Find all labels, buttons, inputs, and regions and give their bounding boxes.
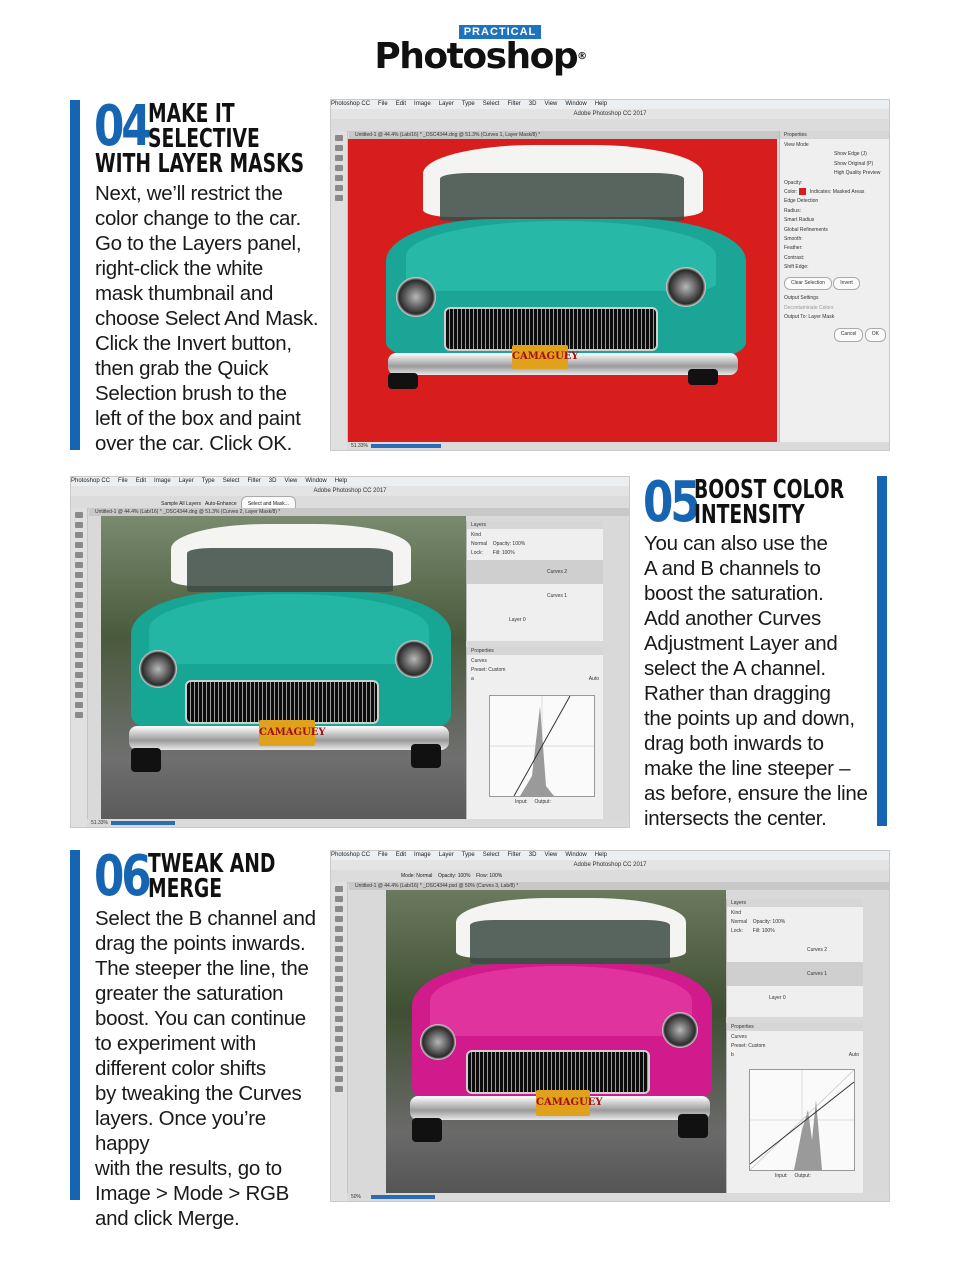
step-06-heading-line-1: TWEAK AND <box>148 849 276 879</box>
tools-panel <box>331 882 348 1201</box>
screenshot-curves-b-channel <box>330 850 890 1202</box>
layer-row-curves-2[interactable]: Curves 2 <box>807 947 828 953</box>
preset-select[interactable]: Preset: Custom <box>731 1043 766 1049</box>
app-title: Adobe Photoshop CC 2017 <box>331 860 889 870</box>
layer-row-curves-1[interactable]: Curves 1 <box>547 593 568 599</box>
license-plate: CAMAGUEY <box>536 1090 590 1116</box>
step-05-body: You can also use the A and B channels to boost the saturation. Add another Curves Adjustment Layer and select the A channel. Rather than dragging the points up and down, drag both inwards to make the line steeper – as before, ensure the line intersects the center. <box>644 532 868 830</box>
screenshot-curves-a-channel <box>70 476 630 828</box>
properties-panel: Properties Curves Preset: Custom b Auto Input: Output: <box>726 1023 863 1193</box>
canvas-photo[interactable] <box>101 516 466 819</box>
step-04-body: Next, we’ll restrict the color change to the car. Go to the Layers panel, right-click the white mask thumbnail and choose Select And Mask. Click the Invert button, then grab the Quick Selection brush to the left of the box and paint over the car. Click OK. <box>95 182 319 455</box>
auto-enhance-checkbox[interactable]: Auto-Enhance <box>204 501 237 507</box>
preset-select[interactable]: Preset: Custom <box>471 667 506 673</box>
app-title: Adobe Photoshop CC 2017 <box>71 486 629 496</box>
step-04-heading-line-2: SELECTIVE <box>148 124 260 154</box>
step-05-heading-line-1: BOOST COLOR <box>694 475 845 505</box>
canvas-red-overlay[interactable] <box>348 139 777 442</box>
properties-panel: Properties View Mode Show Edge (J) Show Original (P) High Quality Preview Opacity: Color: Indicates: Masked Areas Edge Detection Radius: Smart Radius Global Refinements Smooth: Feather: Contrast: Shift Edge: Clear Selection Invert Output Settings Decontaminate Colors Output To: Layer Mask Cancel OK <box>779 131 890 450</box>
mac-menubar: Photoshop CC File Edit Image Layer Type Select Filter 3D View Window Help <box>71 477 629 486</box>
layers-panel: Layers Kind Normal Opacity: 100% Lock: Fill: 100% Curves 2 Curves 1 Layer 0 <box>726 899 863 1017</box>
layer-row-curves-2[interactable]: Curves 2 <box>467 560 603 584</box>
curves-graph-svg[interactable] <box>750 1070 854 1170</box>
properties-panel-title: Properties <box>780 131 890 139</box>
zoom-level: 50% <box>351 1194 362 1200</box>
masthead <box>0 22 960 77</box>
step-06-body: Select the B channel and drag the points inwards. The steeper the line, the greater the saturation boost. You can continue to experiment with different color shifts by tweaking the Curves layers. Once you’re happy with the results, go to Image > Mode > RGB and click Merge. <box>95 907 316 1230</box>
auto-button[interactable]: Auto <box>848 1052 859 1058</box>
select-and-mask-button[interactable]: Select and Mask... <box>241 496 296 512</box>
document-tab[interactable]: Untitled-1 @ 44.4% (Lab/16) * _DSC4344.dng @ 51.3% (Curves 2, Layer Mask/8) * <box>89 508 629 516</box>
clear-selection-button[interactable]: Clear Selection <box>784 277 832 290</box>
curves-graph-svg[interactable] <box>490 696 594 796</box>
zoom-level: 51.33% <box>351 443 368 449</box>
masthead-small: PRACTICAL <box>459 25 542 39</box>
step-05-accent-bar <box>877 476 887 826</box>
overlay-color-swatch[interactable] <box>799 188 806 195</box>
properties-panel: Properties Curves Preset: Custom a Auto Input: Output: <box>466 647 603 819</box>
step-05-heading-line-2: INTENSITY <box>694 500 805 530</box>
ok-button[interactable]: OK <box>865 328 886 341</box>
license-plate: CAMAGUEY <box>512 345 568 369</box>
brush-mode-select[interactable]: Mode: Normal <box>401 873 433 879</box>
sample-all-layers-checkbox[interactable]: Sample All Layers <box>161 501 202 507</box>
step-04-heading-line-3: WITH LAYER MASKS <box>95 149 305 179</box>
channel-select[interactable]: b <box>731 1052 734 1058</box>
layers-panel: Layers Kind Normal Opacity: 100% Lock: Fill: 100% Curves 2 Curves 1 Layer 0 <box>466 521 603 641</box>
step-04-heading-line-1: MAKE IT <box>148 99 235 129</box>
layers-panel-title: Layers <box>727 899 863 907</box>
document-tab[interactable]: Untitled-1 @ 44.4% (Lab/16) * _DSC4344.psd @ 50% (Curves 3, Lab/8) * <box>349 882 889 890</box>
properties-panel-title: Properties <box>467 647 603 655</box>
tools-panel <box>71 508 88 827</box>
mac-menubar: Photoshop CC File Edit Image Layer Type Select Filter 3D View Window Help <box>331 851 889 860</box>
app-title: Adobe Photoshop CC 2017 <box>331 109 889 119</box>
opacity-field[interactable]: Opacity: 100% <box>437 873 471 879</box>
auto-button[interactable]: Auto <box>588 676 599 682</box>
canvas-photo[interactable] <box>386 890 726 1193</box>
curves-graph[interactable] <box>749 1069 855 1171</box>
license-plate: CAMAGUEY <box>259 720 315 746</box>
adjustment-type: Curves <box>731 1034 747 1040</box>
step-05-number: 05 <box>643 470 698 535</box>
invert-button[interactable]: Invert <box>833 277 860 290</box>
flow-field[interactable]: Flow: 100% <box>476 873 503 879</box>
adjustment-type: Curves <box>471 658 487 664</box>
layers-panel-title: Layers <box>467 521 603 529</box>
layer-row-layer-0[interactable]: Layer 0 <box>509 617 526 623</box>
document-tab[interactable]: Untitled-1 @ 44.4% (Lab/16) * _DSC4344.dng @ 51.3% (Curves 1, Layer Mask/8) * <box>349 131 889 139</box>
curves-graph[interactable] <box>489 695 595 797</box>
layer-row-layer-0[interactable]: Layer 0 <box>769 995 786 1001</box>
mac-menubar: Photoshop CC File Edit Image Layer Type Select Filter 3D View Window Help <box>331 100 889 109</box>
step-06-number: 06 <box>94 844 149 909</box>
tools-panel <box>331 131 348 450</box>
channel-select[interactable]: a <box>471 676 474 682</box>
step-04-accent-bar <box>70 100 80 450</box>
screenshot-select-and-mask <box>330 99 890 451</box>
zoom-level: 51.33% <box>91 820 108 826</box>
cancel-button[interactable]: Cancel <box>834 328 864 341</box>
step-06-accent-bar <box>70 850 80 1200</box>
masthead-title: Photoshop® <box>374 36 586 77</box>
layer-row-curves-1[interactable]: Curves 1 <box>727 962 863 986</box>
step-04-number: 04 <box>94 94 149 159</box>
step-06-heading-line-2: MERGE <box>148 874 222 904</box>
properties-panel-title: Properties <box>727 1023 863 1031</box>
